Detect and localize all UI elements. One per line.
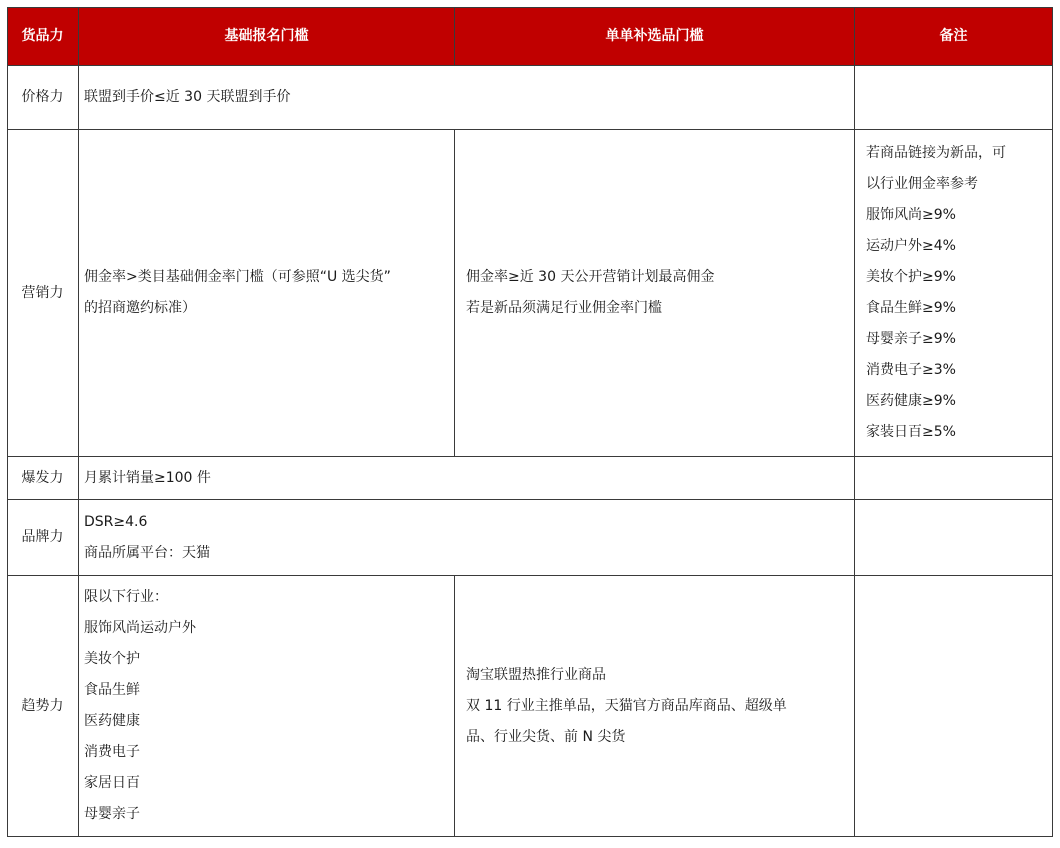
trend-basic-line: 母婴亲子 — [84, 806, 140, 822]
marketing-basic-line: 佣金率>类目基础佣金率门槛（可参照“U 选尖货” — [84, 269, 391, 285]
trend-supplement-line: 双 11 行业主推单品，天猫官方商品库商品、超级单 — [466, 697, 787, 714]
price-content — [79, 66, 855, 130]
trend-supplement-line: 淘宝联盟热推行业商品 — [466, 666, 606, 683]
marketing-note-line: 食品生鲜≥9% — [866, 300, 956, 316]
trend-basic-line: 消费电子 — [84, 744, 140, 760]
row-label-burst — [7, 457, 79, 500]
brand-content — [79, 500, 855, 576]
trend-basic-line: 食品生鲜 — [84, 682, 140, 698]
marketing-note-line: 消费电子≥3% — [866, 362, 956, 378]
trend-basic-line: 医药健康 — [84, 713, 140, 729]
header-supplement-threshold — [455, 7, 855, 66]
header-notes — [855, 7, 1053, 66]
marketing-note-line: 运动户外≥4% — [866, 238, 956, 254]
marketing-note-line: 若商品链接为新品，可 — [866, 145, 1006, 161]
header-basic-threshold-text: 基础报名门槛 — [224, 27, 309, 44]
marketing-supplement — [455, 130, 855, 457]
row-label-trend — [7, 576, 79, 837]
marketing-note-line: 母婴亲子≥9% — [866, 331, 956, 347]
row-label-price-text: 价格力 — [21, 89, 64, 105]
marketing-supplement-line: 若是新品须满足行业佣金率门槛 — [466, 300, 662, 316]
criteria-table — [7, 7, 1053, 837]
row-label-marketing — [7, 130, 79, 457]
header-basic-threshold — [79, 7, 455, 66]
brand-notes — [855, 500, 1053, 576]
marketing-note-line: 家装日百≥5% — [866, 424, 956, 440]
price-content-line: 联盟到手价≤近 30 天联盟到手价 — [84, 89, 291, 105]
row-label-brand-text: 品牌力 — [21, 529, 64, 545]
trend-supplement-line: 品、行业尖货、前 N 尖货 — [466, 728, 626, 745]
brand-content-line: DSR≥4.6 — [84, 513, 148, 530]
marketing-note-line: 以行业佣金率参考 — [866, 176, 978, 192]
header-notes-text: 备注 — [939, 27, 968, 44]
row-label-burst-text: 爆发力 — [21, 469, 64, 486]
marketing-basic-line: 的招商邀约标准） — [84, 300, 196, 316]
header-product-power-text: 货品力 — [21, 27, 64, 44]
marketing-note-line: 美妆个护≥9% — [866, 269, 956, 285]
row-label-marketing-text: 营销力 — [21, 284, 64, 301]
marketing-note-line: 服饰风尚≥9% — [866, 207, 956, 223]
trend-supplement — [455, 576, 855, 837]
burst-content — [79, 457, 855, 500]
burst-content-line: 月累计销量≥100 件 — [84, 469, 211, 486]
marketing-notes — [855, 130, 1053, 457]
brand-content-line: 商品所属平台：天猫 — [84, 544, 210, 561]
trend-basic-line: 限以下行业： — [84, 589, 168, 605]
trend-basic — [79, 576, 455, 837]
marketing-note-line: 医药健康≥9% — [866, 393, 956, 409]
trend-basic-line: 美妆个护 — [84, 651, 140, 667]
marketing-basic — [79, 130, 455, 457]
burst-notes — [855, 457, 1053, 500]
row-label-price — [7, 66, 79, 130]
header-supplement-threshold-text: 单单补选品门槛 — [605, 27, 704, 44]
trend-basic-line: 家居日百 — [84, 775, 140, 791]
marketing-supplement-line: 佣金率≥近 30 天公开营销计划最高佣金 — [466, 269, 715, 285]
header-product-power — [7, 7, 79, 66]
trend-basic-line: 服饰风尚运动户外 — [84, 620, 196, 636]
price-notes — [855, 66, 1053, 130]
row-label-trend-text: 趋势力 — [21, 697, 64, 714]
trend-notes — [855, 576, 1053, 837]
row-label-brand — [7, 500, 79, 576]
